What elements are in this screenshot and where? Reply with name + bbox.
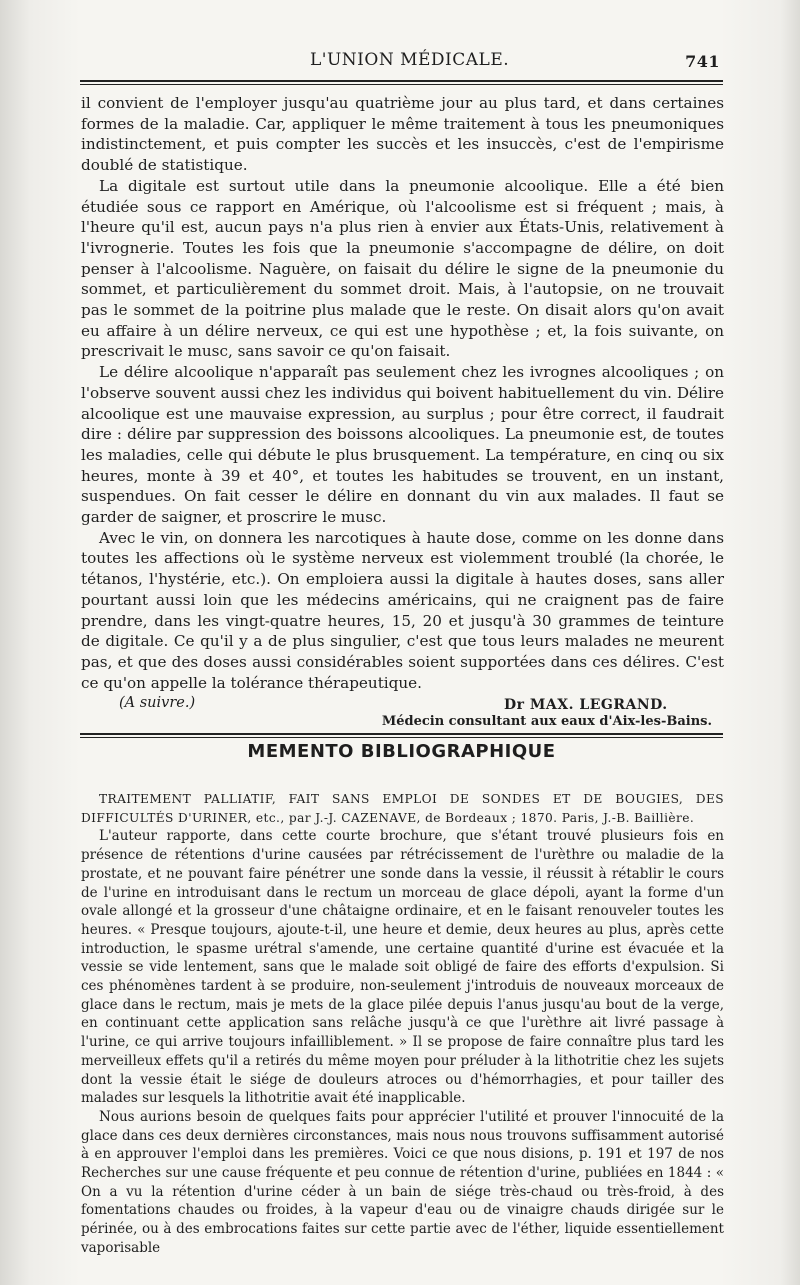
article-paragraph: Le délire alcoolique n'apparaît pas seulement chez les ivrognes alcooliques ; on l'observe souvent aussi chez les individus qui boivent habituellement du vin. Délire alcoolique est une mauvaise expression, au surplus ; pour être correct, il faudrait dire : délire par suppression des boissons alcooliques. La pneumonie est, de toutes les maladies, celle qui débute le plus brusquement. La température, en cinq ou six heures, monte à 39 et 40°, et toutes les habitudes se trouvent, en un instant, suspendues. On fait cesser le délire en donnant du vin aux malades. Il faut se garder de saigner, et proscrire le musc. xyxy=(81,363,724,527)
memento-body xyxy=(81,790,724,1258)
author-title: Médecin consultant aux eaux d'Aix-les-Bains. xyxy=(381,714,712,730)
page-header xyxy=(80,50,720,74)
article-paragraph: Avec le vin, on donnera les narcotiques à haute dose, comme on les donne dans toutes les affections où le système nerveux est violemment troublé (la chorée, le tétanos, l'hystérie, etc.). On emploiera aussi la digitale à hautes doses, sans aller pourtant aussi loin que les médecins américains, qui ne craignent pas de faire prendre, dans les vingt-quatre heures, 15, 20 et jusqu'à 30 grammes de teinture de digitale. Ce qu'il y a de plus singulier, c'est que tous leurs malades ne meurent pas, et que des doses aussi considérables soient supportées dans ces délires. C'est ce qu'on appelle la tolérance thérapeutique. xyxy=(81,528,724,692)
book-reference: TRAITEMENT PALLIATIF, FAIT SANS EMPLOI DE SONDES ET DE BOUGIES, DES DIFFICULTÉS D'URINER, etc., par J.-J. CAZENAVE, de Bordeaux ; 1870. Paris, J.-B. Baillière. xyxy=(81,792,724,825)
page-number: 741 xyxy=(685,52,720,71)
signature-row xyxy=(81,693,724,715)
header-rule-thin xyxy=(80,84,723,85)
running-title: L'UNION MÉDICALE. xyxy=(310,50,510,70)
continued-note: (A suivre.) xyxy=(119,695,196,712)
article-paragraph: il convient de l'employer jusqu'au quatrième jour au plus tard, et dans certaines formes de la maladie. Car, appliquer le même traitement à tous les pneumoniques indistinctement, et puis compter les succès et les insuccès, c'est de l'empirisme doublé de statistique. xyxy=(81,94,724,175)
article-body xyxy=(81,93,724,733)
memento-heading: MEMENTO BIBLIOGRAPHIQUE xyxy=(247,741,556,762)
article-paragraph: La digitale est surtout utile dans la pneumonie alcoolique. Elle a été bien étudiée sous ce rapport en Amérique, où l'alcoolisme est si fréquent ; mais, à l'heure qu'il est, aucun pays n'a plus rien à envier aux États-Unis, relativement à l'ivrognerie. Toutes les fois que la pneumonie s'accompagne de délire, on doit penser à l'alcoolisme. Naguère, on faisait du délire le signe de la pneumonie du sommet, et particulièrement du sommet droit. Mais, à l'autopsie, on ne trouvait pas le sommet de la poitrine plus malade que le reste. On disait alors qu'on avait eu affaire à un délire nerveux, ce qui est une hypothèse ; et, la fois suivante, on prescrivait le musc, sans savoir ce qu'on faisait. xyxy=(81,176,724,361)
section-rule xyxy=(80,733,723,735)
memento-paragraph: L'auteur rapporte, dans cette courte brochure, que s'étant trouvé plusieurs fois en présence de rétentions d'urine causées par rétrécissement de l'urèthre ou maladie de la prostate, et ne pouvant faire pénétrer une sonde dans la vessie, il réussit à rétablir le cours de l'urine en introduisant dans le rectum un morceau de glace dépoli, ayant la forme d'un ovale allongé et la grosseur d'une châtaigne ordinaire, et en le faisant renouveler toutes les heures. « Presque toujours, ajoute-t-il, une heure et demie, deux heures au plus, après cette introduction, le spasme urétral s'amende, une certaine quantité d'urine est évacuée et la vessie se vide lentement, sans que le malade soit obligé de faire des efforts d'expulsion. Si ces phénomènes tardent à se produire, non-seulement j'introduis de nouveaux morceaux de glace dans le rectum, mais je mets de la glace pilée depuis l'anus jusqu'au bout de la verge, en continuant cette application sans relâche jusqu'à ce que l'urèthre ait livré passage à l'urine, ce qui arrive toujours infailliblement. » Il se propose de faire connaître plus tard les merveilleux effets qu'il a retirés du même moyen pour préluder à la lithotritie chez les sujets dont la vessie était le siége de douleurs atroces ou d'hémorrhagies, et pour tailler des malades sur lesquels la lithotritie avait été inapplicable. xyxy=(81,828,724,1107)
header-rule xyxy=(80,80,723,82)
memento-paragraph: Nous aurions besoin de quelques faits pour apprécier l'utilité et prouver l'innocuité de la glace dans ces deux dernières circonstances, mais nous nous trouvons suffisamment autorisé à en approuver l'emploi dans les premières. Voici ce que nous disions, p. 191 et 197 de nos Recherches sur une cause fréquente et peu connue de rétention d'urine, publiées en 1844 : « On a vu la rétention d'urine céder à un bain de siége très-chaud ou très-froid, à des fomentations chaudes ou froides, à la vapeur d'eau ou de vinaigre chauds dirigée sur le périnée, ou à des embrocations faites sur cette partie avec de l'éther, liquide essentiellement vaporisable xyxy=(81,1108,724,1256)
section-rule-thin xyxy=(80,737,723,738)
author-name: Dr MAX. LEGRAND. xyxy=(504,697,668,714)
